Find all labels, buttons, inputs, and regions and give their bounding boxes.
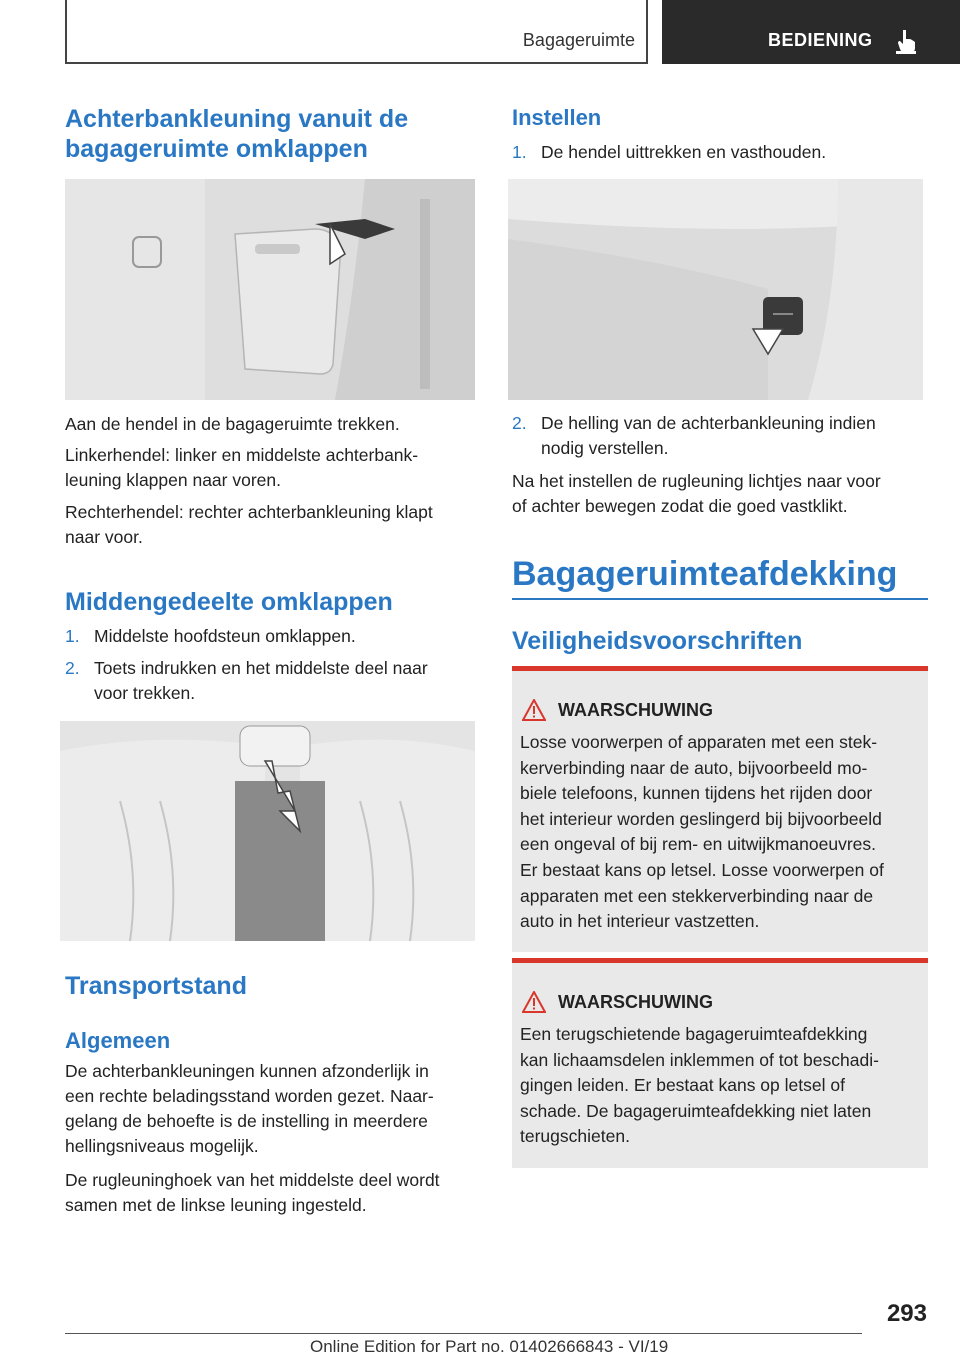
paragraph-line: hellingsniveaus mogelijk.	[65, 1136, 259, 1156]
warning-box	[512, 958, 928, 1168]
rear-seat-middle-illustration	[60, 721, 475, 941]
section-heading-safety: Veiligheidsvoorschriften	[512, 627, 803, 655]
warning-line: kerverbinding naar de auto, bijvoorbeeld mo-	[520, 757, 868, 778]
header-section-title: Bagageruimte	[522, 30, 635, 50]
step-line: nodig verstellen.	[541, 438, 669, 458]
warning-line: Er bestaat kans op letsel. Losse voorwerpen of	[520, 859, 884, 880]
section-heading-middle-section: Middengedeelte omklappen	[65, 588, 393, 616]
step-line: De helling van de achterbankleuning indien	[541, 413, 876, 433]
step-text: Middelste hoofdsteun omklappen.	[94, 626, 356, 646]
warning-line: gingen leiden. Er bestaat kans op letsel of	[520, 1075, 845, 1096]
paragraph-line: Na het instellen de rugleuning lichtjes naar voor	[512, 471, 881, 491]
paragraph-line: Rechterhendel: rechter achterbankleuning klapt	[65, 502, 433, 522]
step-number: 1.	[65, 626, 80, 646]
paragraph	[512, 469, 881, 519]
warning-line: Losse voorwerpen of apparaten met een stek-	[520, 732, 878, 752]
paragraph	[65, 1059, 434, 1159]
warning-line: auto in het interieur vastzetten.	[520, 911, 760, 932]
paragraph-line: naar voor.	[65, 527, 143, 547]
warning-box	[512, 666, 928, 952]
step-line: Toets indrukken en het middelste deel naar	[94, 658, 428, 678]
step-text: De hendel uittrekken en vasthouden.	[541, 142, 827, 162]
heading-line: Achterbankleuning vanuit de	[65, 105, 409, 133]
warning-line: biele telefoons, kunnen tijdens het rijden door	[520, 783, 873, 804]
warning-line: Een terugschietende bagageruimteafdekking	[520, 1024, 868, 1044]
paragraph-line: een rechte beladingsstand worden gezet. Naar-	[65, 1086, 434, 1106]
warning-line: apparaten met een stekkerverbinding naar de	[520, 885, 874, 906]
heading-line: bagageruimte omklappen	[65, 135, 368, 163]
step-number: 1.	[512, 142, 527, 162]
step-text	[541, 411, 876, 461]
paragraph-line: Linkerhendel: linker en middelste achterbank-	[65, 445, 419, 465]
hand-pointer-icon	[894, 28, 918, 54]
step-text	[94, 656, 428, 706]
warning-text	[520, 730, 924, 935]
paragraph-line: samen met de linkse leuning ingesteld.	[65, 1195, 367, 1215]
warning-line: kan lichaamsdelen inklemmen of tot beschadi-	[520, 1049, 879, 1070]
footer-edition: Online Edition for Part no. 01402666843 - VI/19	[310, 1337, 669, 1356]
paragraph	[65, 1168, 440, 1218]
paragraph-line: De achterbankleuningen kunnen afzonderlijk in	[65, 1061, 429, 1081]
warning-triangle-icon	[522, 991, 546, 1013]
warning-line: het interieur worden geslingerd bij bijvoorbeeld	[520, 808, 882, 829]
paragraph	[65, 443, 418, 493]
warning-title: WAARSCHUWING	[558, 992, 713, 1012]
seat-lever-closeup-illustration	[508, 179, 923, 400]
paragraph-line: of achter bewegen zodat die goed vastklikt.	[512, 496, 848, 516]
page-number: 293	[886, 1300, 927, 1327]
header-chapter-label: BEDIENING	[768, 30, 873, 50]
step-number: 2.	[512, 413, 527, 433]
header-chapter-tab	[662, 0, 960, 64]
trunk-lever-illustration	[65, 179, 475, 400]
step-line: voor trekken.	[94, 683, 196, 703]
warning-text	[520, 1022, 924, 1150]
step-number: 2.	[65, 658, 80, 678]
footer-rule	[65, 1333, 862, 1334]
paragraph-line: gelang de behoefte is de instelling in meerdere	[65, 1111, 428, 1131]
section-heading-transport: Transportstand	[65, 972, 247, 1000]
paragraph	[65, 500, 433, 550]
paragraph: Aan de hendel in de bagageruimte trekken.	[65, 414, 400, 434]
warning-triangle-icon	[522, 699, 546, 721]
subheading-general: Algemeen	[65, 1028, 171, 1053]
section-heading-fold-from-trunk	[65, 104, 408, 164]
subheading-adjust: Instellen	[512, 105, 602, 130]
warning-title: WAARSCHUWING	[558, 700, 713, 720]
warning-line: schade. De bagageruimteafdekking niet laten	[520, 1100, 872, 1121]
heading-rule	[512, 598, 928, 600]
paragraph-line: leuning klappen naar voren.	[65, 470, 281, 490]
warning-line: een ongeval of bij rem- en uitwijkmanoeuvres.	[520, 834, 877, 855]
warning-line: terugschieten.	[520, 1126, 630, 1147]
paragraph-line: De rugleuninghoek van het middelste deel wordt	[65, 1170, 440, 1190]
main-heading-cargo-cover: Bagageruimteafdekking	[512, 555, 898, 593]
